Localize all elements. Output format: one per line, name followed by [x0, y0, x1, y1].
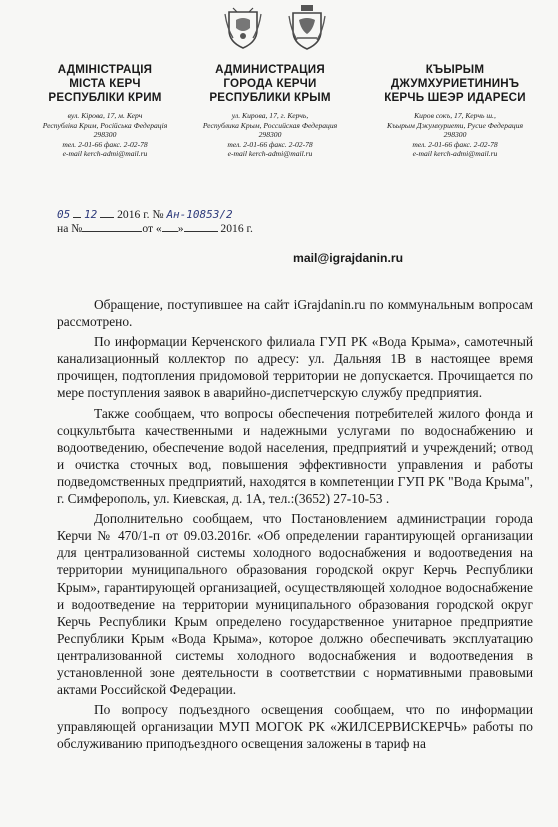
address-line: тел. 2-01-66 факс. 2-02-78: [227, 139, 313, 149]
letter-body: [57, 296, 533, 752]
address-line: 298300: [258, 130, 282, 140]
reference-date-close: »: [177, 222, 184, 235]
paragraph: Дополнительно сообщаем, что Постановлением администрации города Керчи № 470/1-п от 09.03.2016г. «Об определении гарантирующей организации для централизованной системы холодного водоснабжения и водоотведения на территории муниципального образования городской округ Керчь Республики Крым», гарантирующей организацией, осуществляющей холодное водоснабжение и водоотведение на территории муниципального образования городской округ Керчь Республики Крым определено государственное унитарное предприятие Республики Крым «Вода Крыма», которое должно обеспечивать эксплуатацию централизованной системы холодного водоснабжения и водоотведения в установленной зоне деятельности в соответствии с нормативными правовыми актами Российской Федерации.: [57, 511, 533, 698]
address-line: Киров сокъ, 17, Керчь ш.,: [414, 111, 496, 120]
org-name-line: РЕСПУБЛІКИ КРИМ: [48, 91, 162, 104]
reference-number-label: на №: [57, 222, 83, 235]
address-line: ул. Кирова, 17, г. Керчь,: [231, 111, 309, 120]
org-name-line: АДМІНІСТРАЦІЯ: [57, 63, 153, 76]
address-line: тел. 2-01-66 факс. 2-02-78: [412, 139, 498, 149]
paragraph: Обращение, поступившее на сайт iGrajdanin.ru по коммунальным вопросам рассмотрено.: [57, 297, 533, 330]
address-line: вул. Кірова, 17, м. Керч: [67, 111, 143, 120]
crimea-coat-of-arms-icon: [223, 4, 263, 50]
paragraph: По информации Керченского филиала ГУП РК «Вода Крыма», самотечный канализационный коллектор по адресу: ул. Дальняя 1В в настоящее время прочищен, подтопления придомовой территории не допускается. Прочищается по мере поступления заявок в аварийно-диспетчерскую службу предприятия.: [57, 334, 533, 401]
address-line: Республика Крым, Российская Федерация: [202, 120, 338, 130]
paragraph: Также сообщаем, что вопросы обеспечения потребителей жилого фонда и соцкультбыта качественными и надежными услугами по водоснабжению и водоотведению, обеспечение водой населения, предприятий и учреждений; отвод и очистка сточных вод, повышения эффективности управления и работы подведомственных предприятий, находятся в компетенции ГУП РК "Вода Крыма", г. Симферополь, ул. Киевская, д. 1А, тел.:(3652) 27-10-53 .: [57, 405, 533, 507]
org-name-line: РЕСПУБЛИКИ КРЫМ: [209, 91, 331, 104]
address-line: e-mail kerch-admi@mail.ru: [412, 149, 498, 159]
address-line: e-mail kerch-admi@mail.ru: [62, 149, 148, 159]
handwritten-month: 12: [84, 208, 98, 221]
header-block-crimean-tatar: [365, 63, 545, 159]
registration-line-outgoing: [57, 207, 233, 222]
org-name-line: ДЖУМХУРИЕТИНИНЪ: [390, 77, 520, 90]
address-line: Къырым Джумхуриети, Русие Федерация: [386, 120, 524, 130]
address-line: e-mail kerch-admi@mail.ru: [227, 149, 313, 159]
registration-year-label: 2016 г. №: [117, 208, 164, 221]
header-block-russian: [190, 63, 350, 159]
address-line: Республіка Крим, Російська Федерація: [42, 120, 168, 130]
header-block-ukrainian: [20, 63, 190, 159]
paragraph: По вопросу подъездного освещения сообщаем, что по информации управляющей организации МУП МОГОК РК «ЖИЛСЕРВИСКЕРЧЬ» работы по обслуживанию приподъездного освещения заложены в тариф на: [57, 702, 533, 752]
org-name-line: ГОРОДА КЕРЧИ: [223, 77, 317, 90]
org-name-line: КЕРЧЬ ШЕЭР ИДАРЕСИ: [384, 91, 526, 104]
address-line: 298300: [443, 130, 467, 140]
address-line: тел. 2-01-66 факс. 2-02-78: [62, 139, 148, 149]
kerch-coat-of-arms-icon: [287, 4, 327, 50]
handwritten-day: 05: [57, 208, 71, 221]
recipient-email: mail@igrajdanin.ru: [293, 251, 404, 265]
org-name-line: МІСТА КЕРЧ: [69, 77, 141, 90]
address-line: 298300: [93, 130, 117, 140]
org-name-line: АДМИНИСТРАЦИЯ: [215, 63, 325, 76]
reference-year-label: 2016 г.: [220, 222, 253, 235]
handwritten-registration-number: Ан-10853/2: [166, 208, 233, 221]
org-name-line: КЪЫРЫМ: [425, 63, 485, 76]
registration-line-reference: [57, 221, 253, 236]
reference-date-label: от «: [142, 222, 162, 235]
